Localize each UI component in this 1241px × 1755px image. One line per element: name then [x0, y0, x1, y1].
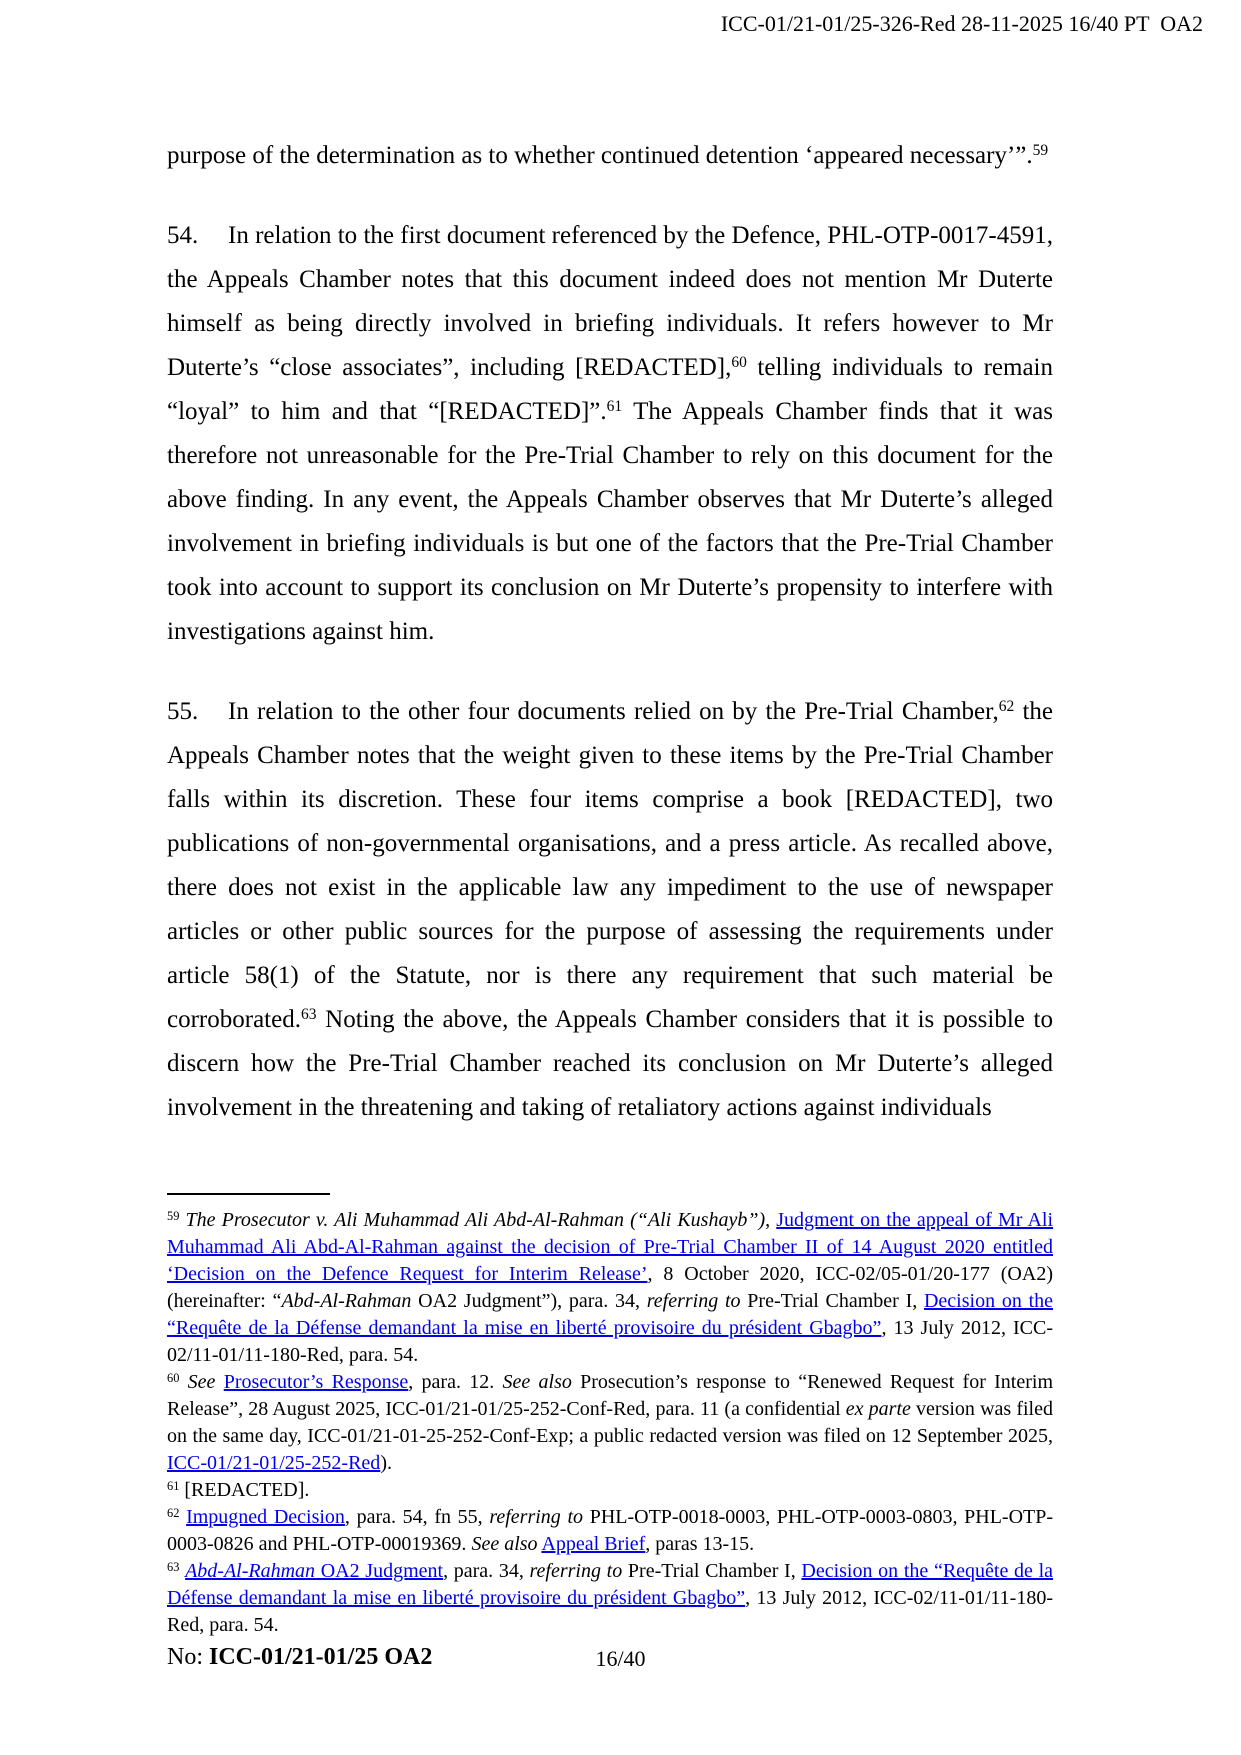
text-run: The Prosecutor v. Ali Muhammad Ali Abd-Al-Rahman (“Ali Kushayb”) — [185, 1209, 766, 1231]
text-run: Noting the above, the Appeals Chamber considers that it is possible to discern how the Pre-Trial Chamber reached its conclusion on Mr Duterte’s alleged involvement in the threatening and taking of retaliatory actions against individuals — [167, 1006, 1053, 1121]
footnote-60 — [167, 1369, 1053, 1477]
footnote-ref: 61 — [167, 1478, 180, 1493]
text-run: Prosecution’s response to “Renewed Request for Interim Release”, 28 August 2025, ICC-01/21-01/25-252-Conf-Red, para. 11 (a confidential — [167, 1371, 1054, 1420]
footnote-62 — [167, 1504, 1053, 1558]
text-run — [179, 1371, 187, 1393]
footnote-separator — [167, 1193, 330, 1195]
document-link[interactable]: Judgment on the appeal of Mr Ali Muhammad Ali Abd-Al-Rahman against the decision of Pre-Trial Chamber II of 14 August 2020 entitled ‘Decision on the Defence Request for Interim Release’ — [167, 1209, 1054, 1285]
footnote-ref: 59 — [1032, 141, 1049, 159]
text-run: See — [187, 1371, 224, 1393]
footnotes-section — [167, 1207, 1053, 1639]
document-link[interactable]: Prosecutor’s Response — [223, 1371, 409, 1393]
text-run: , 8 October 2020, ICC-02/05-01/20-177 (OA2) (hereinafter: “ — [167, 1263, 1053, 1312]
text-run: , 13 July 2012, ICC-02/11-01/11-180-Red, para. 54. — [167, 1317, 1054, 1366]
text-run: In relation to the other four documents relied on by the Pre-Trial Chamber, — [228, 698, 999, 725]
document-link[interactable]: Decision on the “Requête de la Défense demandant la mise en liberté provisoire du président Gbagbo” — [167, 1560, 1054, 1609]
footnote-63 — [167, 1558, 1053, 1639]
footnote-ref: 62 — [998, 697, 1015, 715]
text-run: See also — [471, 1533, 538, 1555]
text-run: ). — [380, 1452, 392, 1474]
text-run: 55. — [167, 698, 199, 725]
text-run: The Appeals Chamber finds that it was therefore not unreasonable for the Pre-Trial Chamber to rely on this document for the above finding. In any event, the Appeals Chamber observes that Mr Duterte’s alleged involvement in briefing individuals is but one of the factors that the Pre-Trial Chamber took into account to support its conclusion on Mr Duterte’s propensity to interfere with investigations against him. — [167, 398, 1053, 645]
footnote-ref: 63 — [167, 1559, 180, 1574]
text-run: , — [765, 1209, 777, 1231]
text-run: Pre-Trial Chamber I, — [622, 1560, 802, 1582]
text-run: ex parte — [845, 1398, 911, 1420]
text-run: telling individuals to remain “loyal” to him and that “[REDACTED]”. — [167, 354, 1053, 425]
document-link[interactable]: Appeal Brief — [541, 1533, 646, 1555]
text-run: PHL-OTP-0018-0003, PHL-OTP-0003-0803, PHL-OTP-0003-0826 and PHL-OTP-00019369. — [167, 1506, 1054, 1555]
document-link[interactable]: OA2 Judgment — [315, 1560, 444, 1582]
document-link[interactable]: Decision on the “Requête de la Défense demandant la mise en liberté provisoire du président Gbagbo” — [167, 1290, 1053, 1339]
footnote-ref: 59 — [167, 1208, 180, 1223]
footnote-ref: 62 — [167, 1505, 180, 1520]
text-run: , para. 34, — [443, 1560, 530, 1582]
document-link[interactable]: Abd-Al-Rahman — [185, 1560, 316, 1582]
document-link[interactable]: Impugned Decision — [186, 1506, 345, 1528]
paragraph-55 — [167, 690, 1053, 1130]
page-number: 16/40 — [595, 1646, 646, 1671]
text-run: , paras 13-15. — [645, 1533, 755, 1555]
text-run: , 13 July 2012, ICC-02/11-01/11-180-Red, para. 54. — [167, 1587, 1054, 1636]
text-run: referring to — [646, 1290, 741, 1312]
text-run: referring to — [489, 1506, 584, 1528]
footnote-ref: 60 — [731, 353, 747, 371]
footnote-61 — [167, 1477, 1053, 1504]
text-run: , para. 54, fn 55, — [344, 1506, 490, 1528]
paragraph-54 — [167, 214, 1053, 654]
text-run: OA2 Judgment”), para. 34, — [411, 1290, 647, 1312]
text-run: , para. 12. — [408, 1371, 503, 1393]
text-run: Abd-Al-Rahman — [281, 1290, 412, 1312]
paragraph-continuation — [167, 134, 1053, 178]
document-body — [167, 134, 1053, 1166]
document-link[interactable]: ICC-01/21-01/25-252-Red — [167, 1452, 381, 1474]
text-run: See also — [502, 1371, 572, 1393]
text-run: Pre-Trial Chamber I, — [740, 1290, 924, 1312]
text-run: purpose of the determination as to whether continued detention ‘appeared necessary’”. — [167, 142, 1033, 169]
text-run: the Appeals Chamber notes that the weight given to these items by the Pre-Trial Chamber falls within its discretion. These four items comprise a book [REDACTED], two publications of non-governmental organisations, and a press article. As recalled above, there does not exist in the applicable law any impediment to the use of newspaper articles or other public sources for the purpose of assessing the requirements under article 58(1) of the Statute, nor is there any requirement that such material be corroborated. — [167, 698, 1053, 1033]
case-number-value: ICC-01/21-01/25 OA2 — [209, 1644, 433, 1670]
text-run: referring to — [529, 1560, 623, 1582]
text-run: version was filed on the same day, ICC-01/21-01-25-252-Conf-Exp; a public redacted version was filed on 12 September 2025, — [167, 1398, 1053, 1447]
filing-stamp: ICC-01/21-01/25-326-Red 28-11-2025 16/40 PT OA2 — [720, 11, 1203, 36]
footnote-ref: 63 — [300, 1005, 317, 1023]
footnote-59 — [167, 1207, 1053, 1369]
case-number — [167, 1644, 432, 1671]
footnote-ref: 61 — [606, 397, 623, 415]
footnote-ref: 60 — [167, 1370, 180, 1385]
text-run: In relation to the first document referenced by the Defence, PHL-OTP-0017-4591, the Appeals Chamber notes that this document indeed does not mention Mr Duterte himself as being directly involved in briefing individuals. It refers however to Mr Duterte’s “close associates”, including [REDACTED], — [167, 222, 1053, 381]
case-number-label: No: — [167, 1644, 209, 1670]
text-run: [REDACTED]. — [179, 1479, 310, 1501]
text-run: 54. — [167, 222, 199, 249]
